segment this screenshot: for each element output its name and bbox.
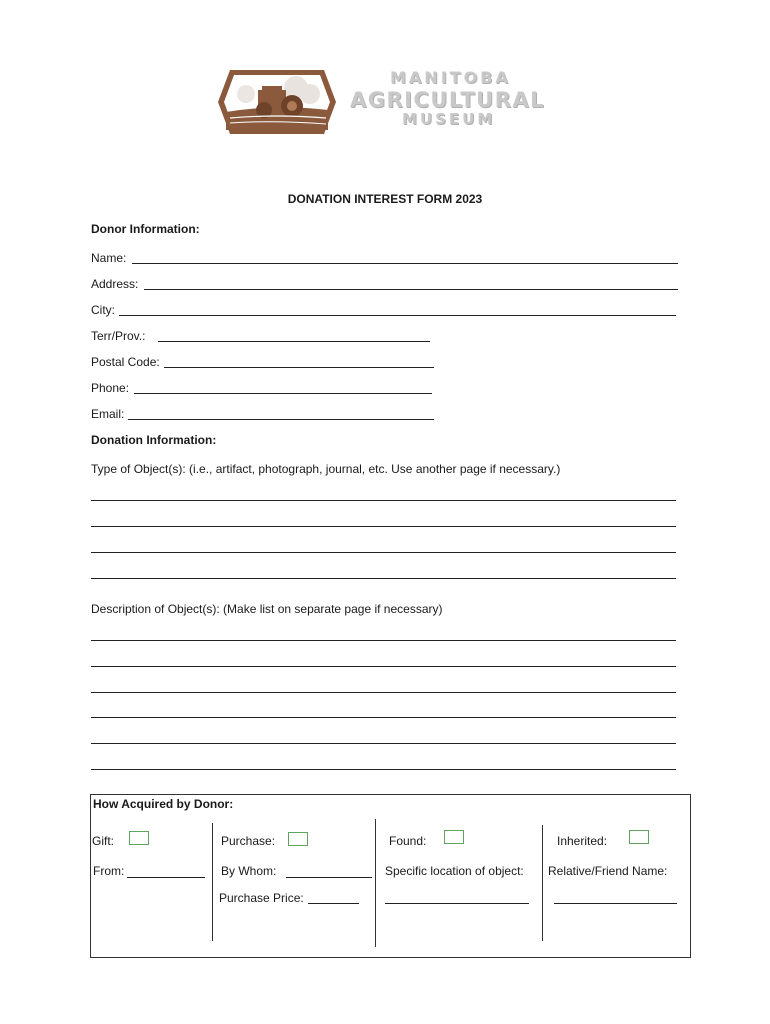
phone-label: Phone: — [91, 381, 130, 395]
name-label: Name: — [91, 251, 127, 265]
address-label: Address: — [91, 277, 139, 291]
address-field[interactable] — [144, 289, 678, 290]
terr-prov-label: Terr/Prov.: — [91, 329, 146, 343]
form-title: DONATION INTEREST FORM 2023 — [287, 192, 483, 206]
type-of-objects-prompt: Type of Object(s): (i.e., artifact, photograph, journal, etc. Use another page if necessary.) — [91, 462, 561, 476]
inherited-checkbox[interactable] — [629, 830, 649, 844]
purchase-price-label: Purchase Price: — [219, 891, 304, 905]
column-divider-1 — [212, 823, 213, 941]
inherited-label: Inherited: — [557, 834, 608, 848]
city-label: City: — [91, 303, 115, 317]
column-divider-3 — [542, 825, 543, 941]
logo-line-2: AGRICULTURAL — [350, 88, 546, 112]
gift-label: Gift: — [92, 834, 115, 848]
type-line-4[interactable] — [91, 578, 676, 579]
terr-prov-field[interactable] — [158, 341, 430, 342]
found-checkbox[interactable] — [444, 830, 464, 844]
museum-logo-text — [344, 66, 564, 136]
how-acquired-box — [90, 794, 691, 958]
specific-location-label: Specific location of object: — [385, 864, 524, 878]
city-field[interactable] — [119, 315, 676, 316]
purchase-label: Purchase: — [221, 834, 276, 848]
description-line-5[interactable] — [91, 743, 676, 744]
purchase-checkbox[interactable] — [288, 832, 308, 846]
by-whom-label: By Whom: — [221, 864, 277, 878]
description-line-6[interactable] — [91, 769, 676, 770]
donation-info-heading: Donation Information: — [91, 433, 217, 447]
name-field[interactable] — [132, 263, 678, 264]
description-line-1[interactable] — [91, 640, 676, 641]
type-line-3[interactable] — [91, 552, 676, 553]
by-whom-field[interactable] — [286, 877, 372, 878]
logo-line-1: MANITOBA — [390, 68, 511, 87]
from-label: From: — [93, 864, 125, 878]
column-divider-2 — [375, 819, 376, 947]
from-field[interactable] — [127, 877, 205, 878]
specific-location-field[interactable] — [385, 903, 529, 904]
description-line-2[interactable] — [91, 666, 676, 667]
description-prompt: Description of Object(s): (Make list on separate page if necessary) — [91, 602, 443, 616]
type-line-2[interactable] — [91, 526, 676, 527]
logo-line-3: MUSEUM — [402, 110, 496, 128]
phone-field[interactable] — [134, 393, 432, 394]
gift-checkbox[interactable] — [129, 831, 149, 845]
email-field[interactable] — [128, 419, 434, 420]
found-label: Found: — [389, 834, 427, 848]
email-label: Email: — [91, 407, 125, 421]
how-acquired-heading: How Acquired by Donor: — [93, 797, 234, 811]
postal-code-label: Postal Code: — [91, 355, 160, 369]
relative-name-label: Relative/Friend Name: — [548, 864, 668, 878]
donor-info-heading: Donor Information: — [91, 222, 200, 236]
museum-logo-icon — [216, 64, 338, 140]
purchase-price-field[interactable] — [308, 903, 359, 904]
relative-name-field[interactable] — [554, 903, 677, 904]
description-line-3[interactable] — [91, 692, 676, 693]
postal-code-field[interactable] — [164, 367, 434, 368]
type-line-1[interactable] — [91, 500, 676, 501]
description-line-4[interactable] — [91, 717, 676, 718]
